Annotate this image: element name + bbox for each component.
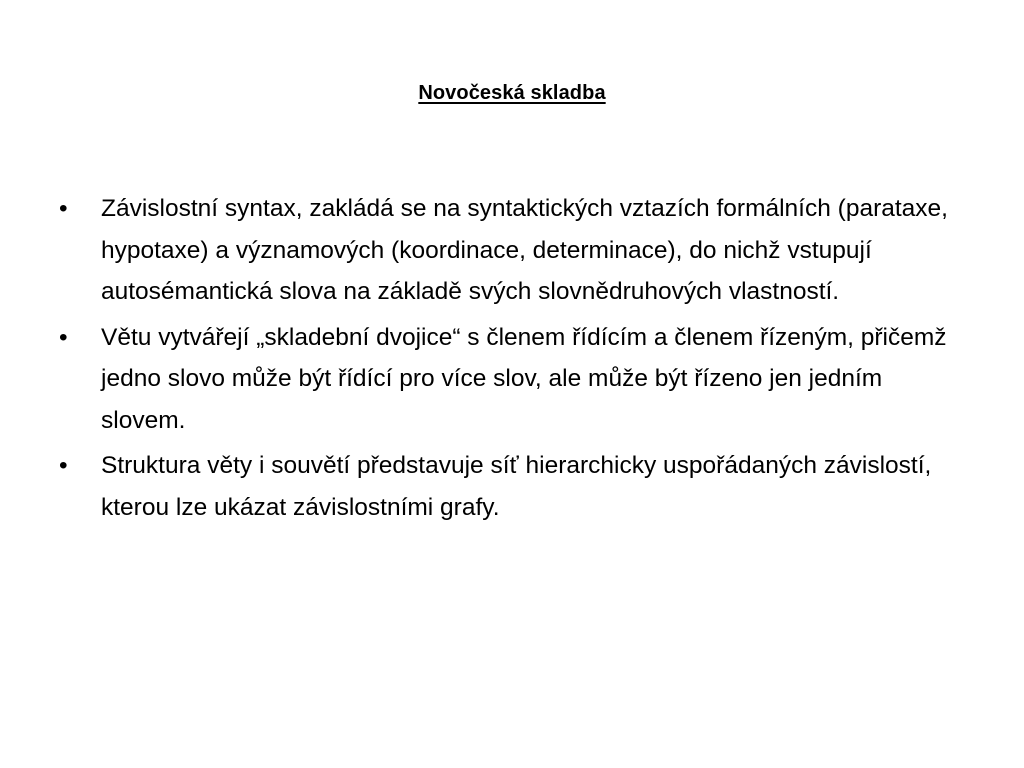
slide-title: Novočeská skladba [418, 82, 606, 104]
bullet-icon: • [59, 323, 68, 351]
list-item [59, 188, 959, 313]
bullet-text: Závislostní syntax, zakládá se na syntaktických vztazích formálních (parataxe, hypotaxe) a významových (koordinace, determinace), do nichž vstupují autosémantická slova na základě svých slovnědruhových vlastností. [101, 195, 948, 305]
list-item [59, 317, 959, 442]
bullet-text: Větu vytvářejí „skladební dvojice“ s členem řídícím a členem řízeným, přičemž jedno slovo může být řídící pro více slov, ale může být řízeno jen jedním slovem. [101, 323, 947, 434]
bullet-icon: • [59, 452, 68, 479]
bullet-list [59, 188, 959, 532]
list-item [59, 445, 959, 528]
bullet-text: Struktura věty i souvětí představuje síť hierarchicky uspořádaných závislostí, kterou lze ukázat závislostními grafy. [101, 452, 932, 521]
bullet-icon: • [59, 195, 68, 222]
